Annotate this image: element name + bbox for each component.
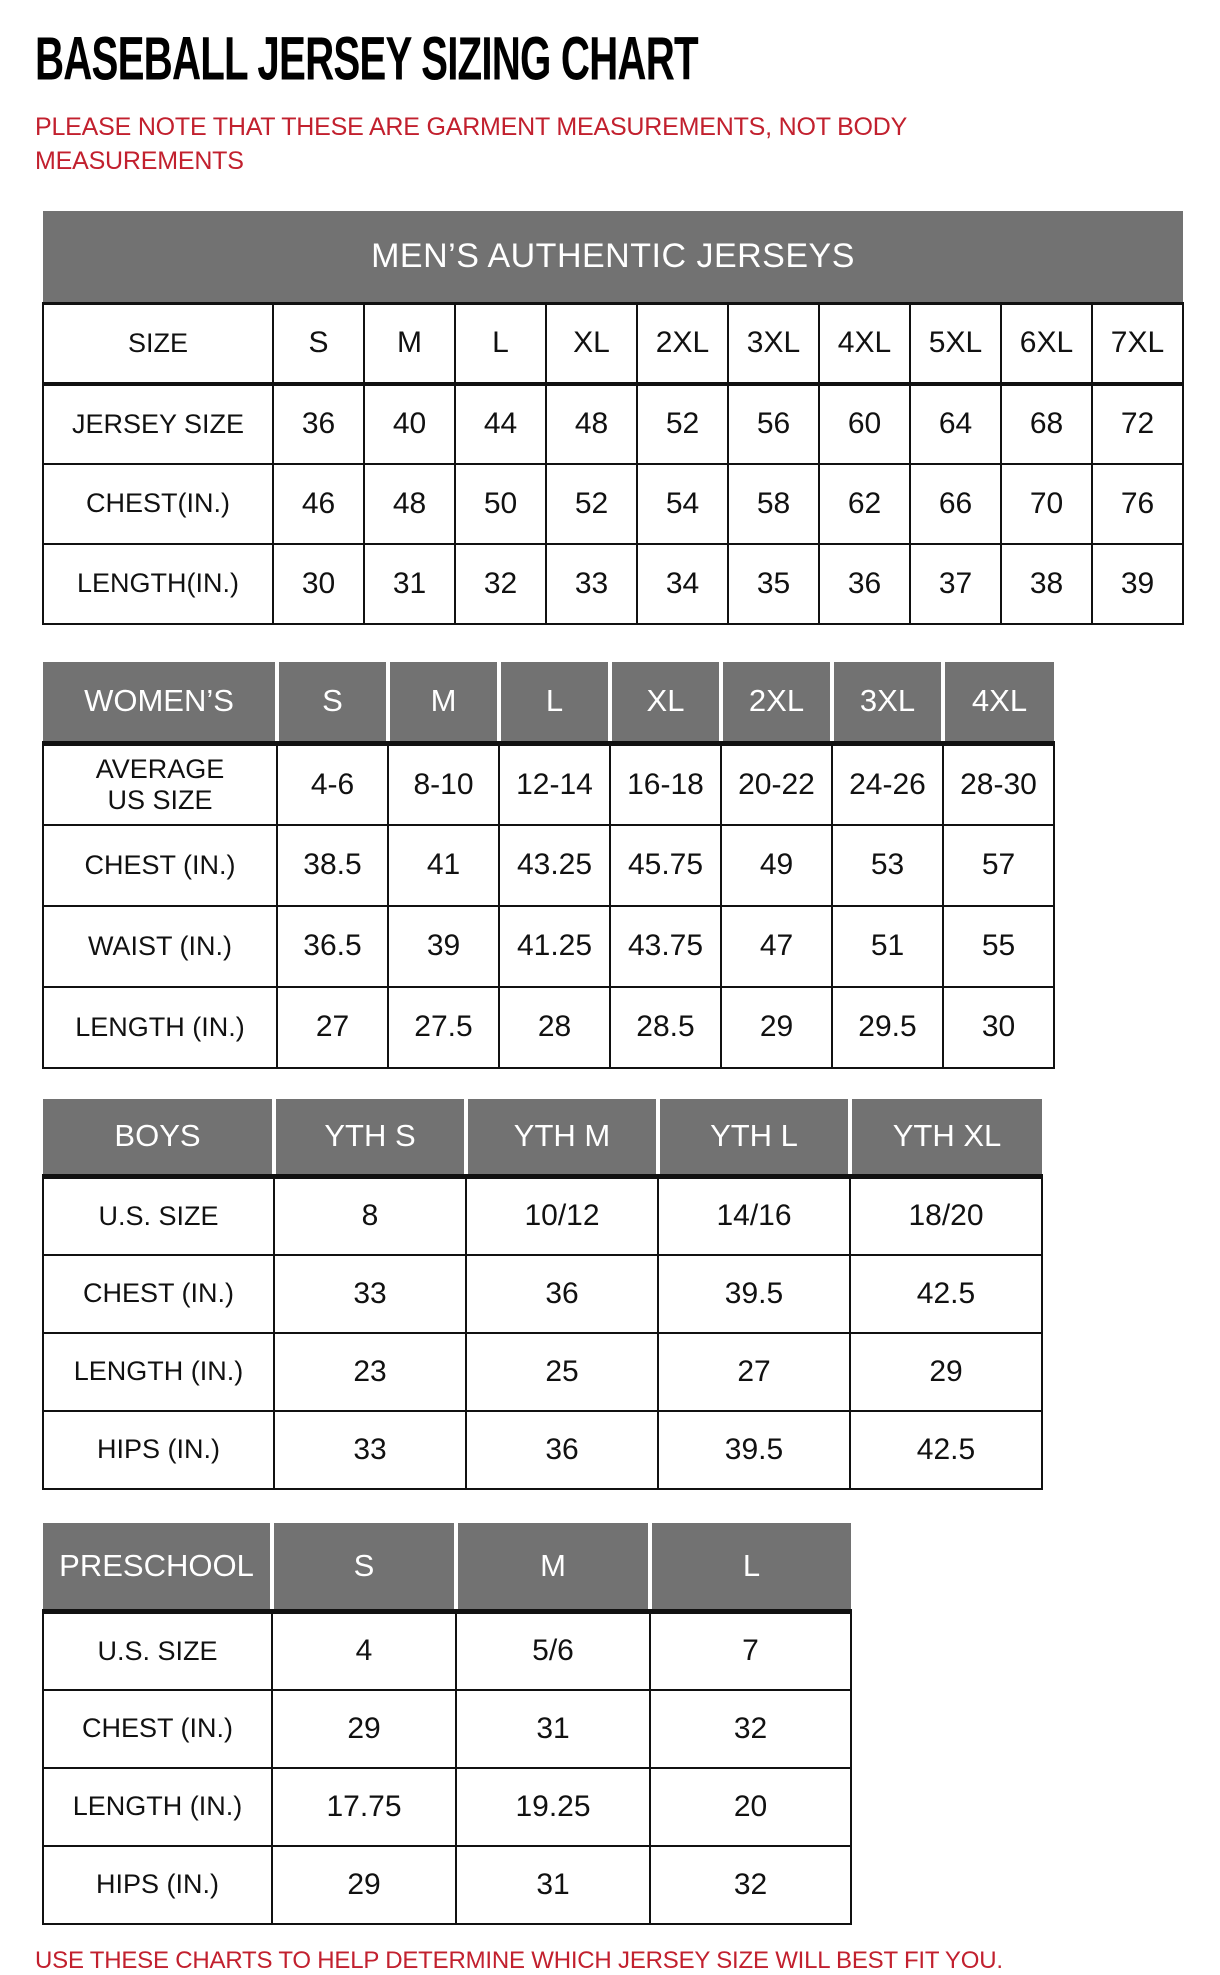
value-cell: 31 (456, 1846, 650, 1924)
table-row (43, 987, 1054, 1068)
value-cell: 29 (272, 1690, 456, 1768)
value-cell: 44 (455, 384, 546, 464)
row-label: HIPS (IN.) (43, 1846, 272, 1924)
value-cell: 70 (1001, 464, 1092, 544)
value-cell: 40 (364, 384, 455, 464)
value-cell: 29 (272, 1846, 456, 1924)
value-cell: 28 (499, 987, 610, 1068)
table-row (43, 1690, 851, 1768)
value-cell: 58 (728, 464, 819, 544)
value-cell: 36 (819, 544, 910, 624)
group-header-label: BOYS (43, 1099, 274, 1177)
value-cell: 37 (910, 544, 1001, 624)
table-row (43, 1612, 851, 1690)
garment-measurements-note: PLEASE NOTE THAT THESE ARE GARMENT MEASUREMENTS, NOT BODY MEASUREMENTS (35, 113, 907, 175)
value-cell: 39 (1092, 544, 1183, 624)
table-row (43, 544, 1183, 624)
value-cell: 16-18 (610, 744, 721, 825)
value-cell: 29 (850, 1333, 1042, 1411)
page-title: BASEBALL JERSEY SIZING CHART (35, 25, 698, 94)
value-cell: 10/12 (466, 1177, 658, 1255)
value-cell: 68 (1001, 384, 1092, 464)
value-cell: 52 (546, 464, 637, 544)
preschool-header-row (43, 1523, 851, 1612)
value-cell: 64 (910, 384, 1001, 464)
size-header-cell: S (272, 1523, 456, 1612)
value-cell: 41 (388, 825, 499, 906)
value-cell: 43.75 (610, 906, 721, 987)
value-cell: 33 (546, 544, 637, 624)
table-row (43, 384, 1183, 464)
value-cell: 43.25 (499, 825, 610, 906)
value-cell: 29 (721, 987, 832, 1068)
value-cell: 30 (273, 544, 364, 624)
row-label: WAIST (IN.) (43, 906, 277, 987)
value-cell: 4XL (819, 304, 910, 384)
size-header-cell: L (650, 1523, 851, 1612)
value-cell: 8 (274, 1177, 466, 1255)
row-label: CHEST(IN.) (43, 464, 273, 544)
table-row (43, 825, 1054, 906)
value-cell: 20-22 (721, 744, 832, 825)
value-cell: 45.75 (610, 825, 721, 906)
value-cell: 19.25 (456, 1768, 650, 1846)
value-cell: 34 (637, 544, 728, 624)
table-row (43, 1411, 1042, 1489)
value-cell: 31 (364, 544, 455, 624)
size-header-cell: 2XL (721, 662, 832, 744)
size-header-cell: M (456, 1523, 650, 1612)
table-row (43, 1177, 1042, 1255)
value-cell: 12-14 (499, 744, 610, 825)
size-header-cell: S (277, 662, 388, 744)
value-cell: 41.25 (499, 906, 610, 987)
row-label: U.S. SIZE (43, 1612, 272, 1690)
value-cell: 39.5 (658, 1411, 850, 1489)
value-cell: 39 (388, 906, 499, 987)
mens-banner: MEN’S AUTHENTIC JERSEYS (43, 211, 1183, 304)
size-header-cell: 3XL (832, 662, 943, 744)
value-cell: 25 (466, 1333, 658, 1411)
value-cell: 33 (274, 1411, 466, 1489)
table-row (43, 1768, 851, 1846)
size-header-cell: M (388, 662, 499, 744)
table-row (43, 464, 1183, 544)
row-label: SIZE (43, 304, 273, 384)
value-cell: 31 (456, 1690, 650, 1768)
size-header-cell: 4XL (943, 662, 1054, 744)
value-cell: 50 (455, 464, 546, 544)
value-cell: 36 (466, 1411, 658, 1489)
value-cell: 24-26 (832, 744, 943, 825)
value-cell: 42.5 (850, 1255, 1042, 1333)
value-cell: 54 (637, 464, 728, 544)
value-cell: 35 (728, 544, 819, 624)
table-row (43, 1333, 1042, 1411)
row-label: JERSEY SIZE (43, 384, 273, 464)
value-cell: 52 (637, 384, 728, 464)
value-cell: 49 (721, 825, 832, 906)
value-cell: 17.75 (272, 1768, 456, 1846)
page-title-wrap (35, 26, 1190, 95)
size-header-cell: YTH M (466, 1099, 658, 1177)
row-label: CHEST (IN.) (43, 825, 277, 906)
table-row (43, 1255, 1042, 1333)
value-cell: 4 (272, 1612, 456, 1690)
row-label: U.S. SIZE (43, 1177, 274, 1255)
row-label: LENGTH (IN.) (43, 987, 277, 1068)
value-cell: 7 (650, 1612, 851, 1690)
value-cell: 62 (819, 464, 910, 544)
value-cell: 36 (273, 384, 364, 464)
value-cell: 32 (650, 1846, 851, 1924)
table-row (43, 304, 1183, 384)
value-cell: 42.5 (850, 1411, 1042, 1489)
size-header-cell: L (499, 662, 610, 744)
row-label: CHEST (IN.) (43, 1690, 272, 1768)
value-cell: 5/6 (456, 1612, 650, 1690)
value-cell: M (364, 304, 455, 384)
value-cell: 27.5 (388, 987, 499, 1068)
table-row (43, 744, 1054, 825)
value-cell: 38.5 (277, 825, 388, 906)
value-cell: 33 (274, 1255, 466, 1333)
mens-sizing-table (42, 211, 1184, 625)
value-cell: 20 (650, 1768, 851, 1846)
value-cell: 32 (455, 544, 546, 624)
value-cell: 27 (658, 1333, 850, 1411)
value-cell: S (273, 304, 364, 384)
boys-sizing-table (42, 1099, 1043, 1490)
womens-sizing-table (42, 662, 1055, 1069)
value-cell: XL (546, 304, 637, 384)
mens-banner-row (43, 211, 1183, 304)
table-row (43, 906, 1054, 987)
value-cell: 4-6 (277, 744, 388, 825)
row-label: LENGTH (IN.) (43, 1333, 274, 1411)
value-cell: 32 (650, 1690, 851, 1768)
value-cell: 55 (943, 906, 1054, 987)
value-cell: 60 (819, 384, 910, 464)
value-cell: 18/20 (850, 1177, 1042, 1255)
value-cell: 28-30 (943, 744, 1054, 825)
value-cell: 56 (728, 384, 819, 464)
womens-header-row (43, 662, 1054, 744)
value-cell: 8-10 (388, 744, 499, 825)
value-cell: 53 (832, 825, 943, 906)
value-cell: 36 (466, 1255, 658, 1333)
boys-header-row (43, 1099, 1042, 1177)
value-cell: L (455, 304, 546, 384)
value-cell: 48 (364, 464, 455, 544)
value-cell: 48 (546, 384, 637, 464)
size-header-cell: YTH S (274, 1099, 466, 1177)
value-cell: 29.5 (832, 987, 943, 1068)
size-header-cell: YTH L (658, 1099, 850, 1177)
value-cell: 51 (832, 906, 943, 987)
preschool-sizing-table (42, 1523, 852, 1925)
group-header-label: PRESCHOOL (43, 1523, 272, 1612)
value-cell: 76 (1092, 464, 1183, 544)
value-cell: 30 (943, 987, 1054, 1068)
group-header-label: WOMEN’S (43, 662, 277, 744)
fit-advice-footer: USE THESE CHARTS TO HELP DETERMINE WHICH JERSEY SIZE WILL BEST FIT YOU. (35, 1946, 1003, 1974)
value-cell: 36.5 (277, 906, 388, 987)
value-cell: 39.5 (658, 1255, 850, 1333)
row-label: AVERAGE US SIZE (43, 744, 277, 825)
size-header-cell: XL (610, 662, 721, 744)
value-cell: 23 (274, 1333, 466, 1411)
value-cell: 2XL (637, 304, 728, 384)
row-label: LENGTH (IN.) (43, 1768, 272, 1846)
value-cell: 47 (721, 906, 832, 987)
row-label: HIPS (IN.) (43, 1411, 274, 1489)
value-cell: 57 (943, 825, 1054, 906)
value-cell: 27 (277, 987, 388, 1068)
value-cell: 6XL (1001, 304, 1092, 384)
value-cell: 5XL (910, 304, 1001, 384)
value-cell: 7XL (1092, 304, 1183, 384)
value-cell: 28.5 (610, 987, 721, 1068)
row-label: LENGTH(IN.) (43, 544, 273, 624)
row-label: CHEST (IN.) (43, 1255, 274, 1333)
value-cell: 3XL (728, 304, 819, 384)
value-cell: 66 (910, 464, 1001, 544)
value-cell: 38 (1001, 544, 1092, 624)
size-header-cell: YTH XL (850, 1099, 1042, 1177)
value-cell: 72 (1092, 384, 1183, 464)
value-cell: 46 (273, 464, 364, 544)
table-row (43, 1846, 851, 1924)
value-cell: 14/16 (658, 1177, 850, 1255)
